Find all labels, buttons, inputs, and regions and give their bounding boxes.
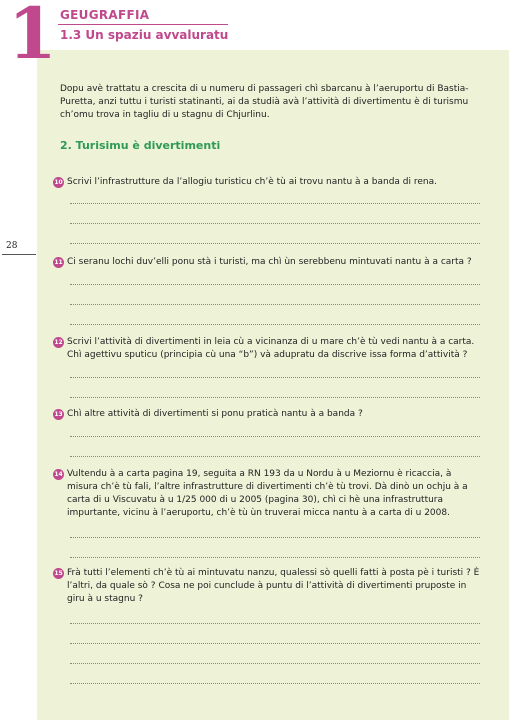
answer-line[interactable] bbox=[70, 456, 480, 457]
question-number-badge: 12 bbox=[54, 339, 63, 346]
answer-line[interactable] bbox=[70, 623, 480, 624]
question-text: Scrivi l’infrastrutture da l’allogiu turisticu ch’è tù ai trovu nantu à a banda di rena. bbox=[67, 177, 437, 187]
answer-line[interactable] bbox=[70, 557, 480, 558]
question-text: Chì altre attività di divertimenti si ponu praticà nantu à a banda ? bbox=[67, 409, 363, 419]
question-text: Frà tutti l’elementi ch’è tù ai mintuvatu nanzu, qualessi sò quelli fatti à posta pè i turisti ? È l’altri, da quale sò ? Cosa ne poi cunclude à puntu di l’attività di divertimenti pruposte in giru à u stagnu ? bbox=[67, 568, 480, 604]
header-rule bbox=[58, 24, 228, 25]
answer-line[interactable] bbox=[70, 537, 480, 538]
answer-line[interactable] bbox=[70, 377, 480, 378]
sub-heading: 2. Turisimu è divertimenti bbox=[60, 139, 221, 152]
answer-line[interactable] bbox=[70, 324, 480, 325]
question-number-badge: 10 bbox=[54, 179, 63, 186]
question-number-badge: 15 bbox=[54, 570, 63, 577]
answer-line[interactable] bbox=[70, 397, 480, 398]
page-number-rule bbox=[2, 254, 36, 255]
chapter-number: 1 bbox=[8, 0, 57, 75]
answer-line[interactable] bbox=[70, 304, 480, 305]
answer-line[interactable] bbox=[70, 284, 480, 285]
page-number: 28 bbox=[6, 241, 18, 251]
question-text: Vultendu à a carta pagina 19, seguita a RN 193 da u Nordu à u Meziornu è ricaccia, à misura ch’è tù fali, l’altre infrastrutture di divertimenti ch’è tù trovi. Dà dinò un ochju à a carta di u Viscuvatu à u 1/25 000 di u 2005 (pagina 30), chì ci hè una infrastruttura impurtante, vicinu à l’aeruportu, ch’è tù ùn truverai micca nantu à a carta di u 2008. bbox=[67, 469, 468, 518]
answer-line[interactable] bbox=[70, 663, 480, 664]
question-14 bbox=[53, 468, 485, 520]
question-12 bbox=[53, 336, 485, 362]
answer-line[interactable] bbox=[70, 203, 480, 204]
question-number-badge: 14 bbox=[54, 471, 63, 478]
left-margin bbox=[0, 0, 37, 720]
question-text: Scrivi l’attività di divertimenti in leia cù a vicinanza di u mare ch’è tù vedi nantu à a carta. Chì agettivu sputicu (principia cù una “b”) và adupratu da discrive issa forma d’attività ? bbox=[67, 337, 475, 360]
question-text: Ci seranu lochi duv’elli ponu stà i turisti, ma chì ùn serebbenu mintuvati nantu à a carta ? bbox=[67, 257, 472, 267]
subject-title: GEUGRAFFIA bbox=[60, 8, 150, 22]
answer-line[interactable] bbox=[70, 683, 480, 684]
question-15 bbox=[53, 567, 485, 606]
question-10 bbox=[53, 176, 485, 189]
question-11 bbox=[53, 256, 485, 269]
answer-line[interactable] bbox=[70, 223, 480, 224]
answer-line[interactable] bbox=[70, 243, 480, 244]
section-title: 1.3 Un spaziu avvaluratu bbox=[60, 28, 229, 42]
intro-paragraph: Dopu avè trattatu a crescita di u numeru di passageri chì sbarcanu à l’aeruportu di Bastia-Puretta, anzi tuttu i turisti statinanti, ai da studià avà l’attività di divertimentu è di turismu ch’omu trova in tagliu di u stagnu di Chjurlinu. bbox=[60, 84, 469, 120]
answer-line[interactable] bbox=[70, 436, 480, 437]
question-13 bbox=[53, 408, 485, 421]
question-number-badge: 13 bbox=[54, 411, 63, 418]
question-number-badge: 11 bbox=[54, 259, 63, 266]
answer-line[interactable] bbox=[70, 643, 480, 644]
